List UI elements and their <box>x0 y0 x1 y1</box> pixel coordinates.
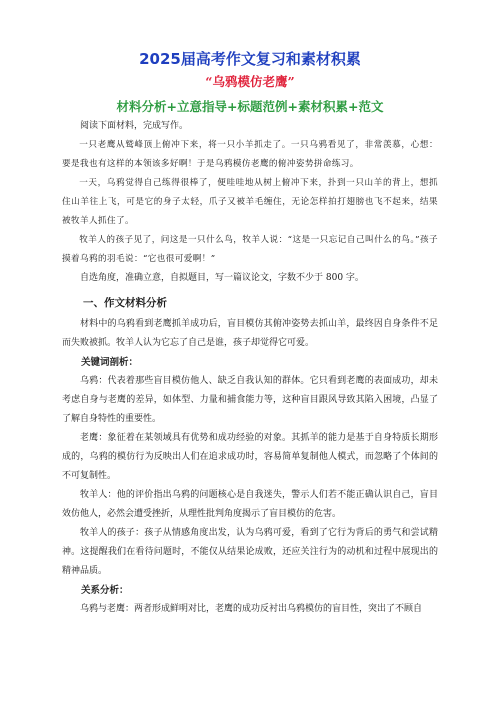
writing-instruction: 自选角度，准确立意，自拟题目，写一篇议论文，字数不少于 800 字。 <box>80 273 364 283</box>
prompt-intro: 阅读下面材料，完成写作。 <box>80 121 189 131</box>
keyword-shepherd: 牧羊人：他的评价指出乌鸦的问题核心是自我迷失，警示人们若不能正确认识自己，盲目效仿他人，必然会遭受挫折，从理性批判角度揭示了盲目模仿的危害。 <box>62 490 438 519</box>
keyword-crow: 乌鸦：代表着那些盲目模仿他人、缺乏自我认知的群体。它只看到老鹰的表面成功，却未考虑自身与老鹰的差异，如体型、力量和捕食能力等，这种盲目跟风导致其陷入困境，凸显了了解自身特性的重要性。 <box>62 376 438 424</box>
analysis-summary: 材料中的乌鸦看到老鹰抓羊成功后，盲目模仿其俯冲姿势去抓山羊，最终因自身条件不足而失败被抓。牧羊人认为它忘了自己是谁，孩子却觉得它可爱。 <box>62 319 438 348</box>
material-paragraph-3: 牧羊人的孩子见了，问这是一只什么鸟，牧羊人说：“这是一只忘记自己叫什么的鸟。”孩子摸着乌鸦的羽毛说：“它也很可爱啊！” <box>62 235 438 264</box>
material-paragraph-1: 一只老鹰从鹫峰顶上俯冲下来，将一只小羊抓走了。一只乌鸦看见了，非常羡慕，心想：要是我也有这样的本领该多好啊！于是乌鸦模仿老鹰的俯冲姿势拼命练习。 <box>62 140 438 169</box>
analysis-heading: 一、作文材料分析 <box>83 297 167 309</box>
document-title: 2025届高考作文复习和素材积累 <box>139 50 361 68</box>
keyword-child: 牧羊人的孩子：孩子从情感角度出发，认为乌鸦可爱，看到了它行为背后的勇气和尝试精神。这提醒我们在看待问题时，不能仅从结果论成败，还应关注行为的动机和过程中展现出的精神品质。 <box>62 528 438 576</box>
section-outline: 材料分析+立意指导+标题范例+素材积累+范文 <box>116 99 384 114</box>
relation-crow-eagle: 乌鸦与老鹰：两者形成鲜明对比，老鹰的成功反衬出乌鸦模仿的盲目性，突出了不顾自 <box>80 604 423 614</box>
keywords-heading: 关键词剖析： <box>81 357 139 368</box>
keyword-eagle: 老鹰：象征着在某领域具有优势和成功经验的对象。其抓羊的能力是基于自身特质长期形成的，乌鸦的模仿行为反映出人们在追求成功时，容易简单复制他人模式，而忽略了个体间的不可复制性。 <box>62 433 438 481</box>
document-subtitle: “乌鸦模仿老鹰” <box>205 74 295 89</box>
relation-heading: 关系分析： <box>81 585 129 596</box>
material-paragraph-2: 一天，乌鸦觉得自己练得很棒了，便哇哇地从树上俯冲下来，扑到一只山羊的背上，想抓住山羊往上飞，可是它的身子太轻，爪子又被羊毛缠住，无论怎样拍打翅膀也飞不起来，结果被牧羊人抓住了。 <box>62 178 438 226</box>
